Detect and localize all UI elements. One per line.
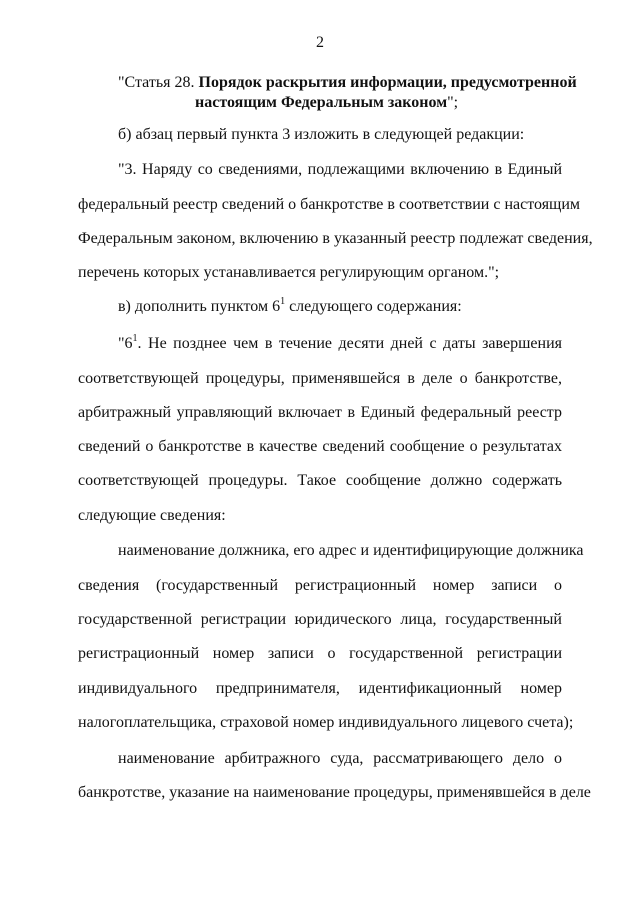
debtor-info-line: наименование должника, его адрес и идентифицирующие должника [118,542,584,559]
item-v-sup: 1 [280,296,286,307]
point-6-1-line: сведений о банкротстве в качестве сведений сообщение о результатах [78,438,562,455]
article-heading-prefix: "Статья 28. [118,74,199,91]
point-6-1-number: "6 [118,335,133,352]
point-6-1-sup: 1 [132,333,138,344]
debtor-info-line: регистрационный номер записи о государственной регистрации [78,645,562,662]
article-heading-title: Порядок раскрытия информации, предусмотренной [198,74,577,91]
point-6-1-line: соответствующей процедуры. Такое сообщение должно содержать [78,472,562,489]
point-6-1-line: следующие сведения: [78,507,226,524]
debtor-info-line: сведения (государственный регистрационный номер записи о [78,577,562,594]
point-3-line: "3. Наряду со сведениями, подлежащими включению в Единый [118,161,562,178]
point-6-1-line: соответствующей процедуры, применявшейся в деле о банкротстве, [78,370,562,387]
item-b: б) абзац первый пункта 3 изложить в следующей редакции: [118,126,525,143]
debtor-info-line: государственной регистрации юридического лица, государственный [78,611,562,628]
point-6-1-text: . Не позднее чем в течение десяти дней с даты завершения [137,335,562,352]
page-number: 2 [316,34,324,51]
point-6-1-line: арбитражный управляющий включает в Единый федеральный реестр [78,404,562,421]
article-heading-title-cont: настоящим Федеральным законом [195,94,448,111]
item-v-text: в) дополнить пунктом 6 [118,298,281,315]
debtor-info-line: индивидуального предпринимателя, идентификационный номер [78,680,562,697]
court-info-line: банкротстве, указание на наименование процедуры, применявшейся в деле [78,784,591,801]
article-heading-line1 [118,74,577,92]
article-heading-line2 [195,94,458,112]
point-3-line: федеральный реестр сведений о банкротстве в соответствии с настоящим [78,196,581,213]
article-heading-suffix: "; [447,94,459,111]
item-v [118,298,462,316]
court-info-line: наименование арбитражного суда, рассматривающего дело о [118,750,562,767]
point-3-line: Федеральным законом, включению в указанный реестр подлежат сведения, [78,230,593,247]
debtor-info-line: налогоплательщика, страховой номер индивидуального лицевого счета); [78,714,574,731]
point-6-1-first-line [118,335,562,353]
item-v-tail: следующего содержания: [285,298,462,315]
point-3-line: перечень которых устанавливается регулирующим органом."; [78,264,500,281]
